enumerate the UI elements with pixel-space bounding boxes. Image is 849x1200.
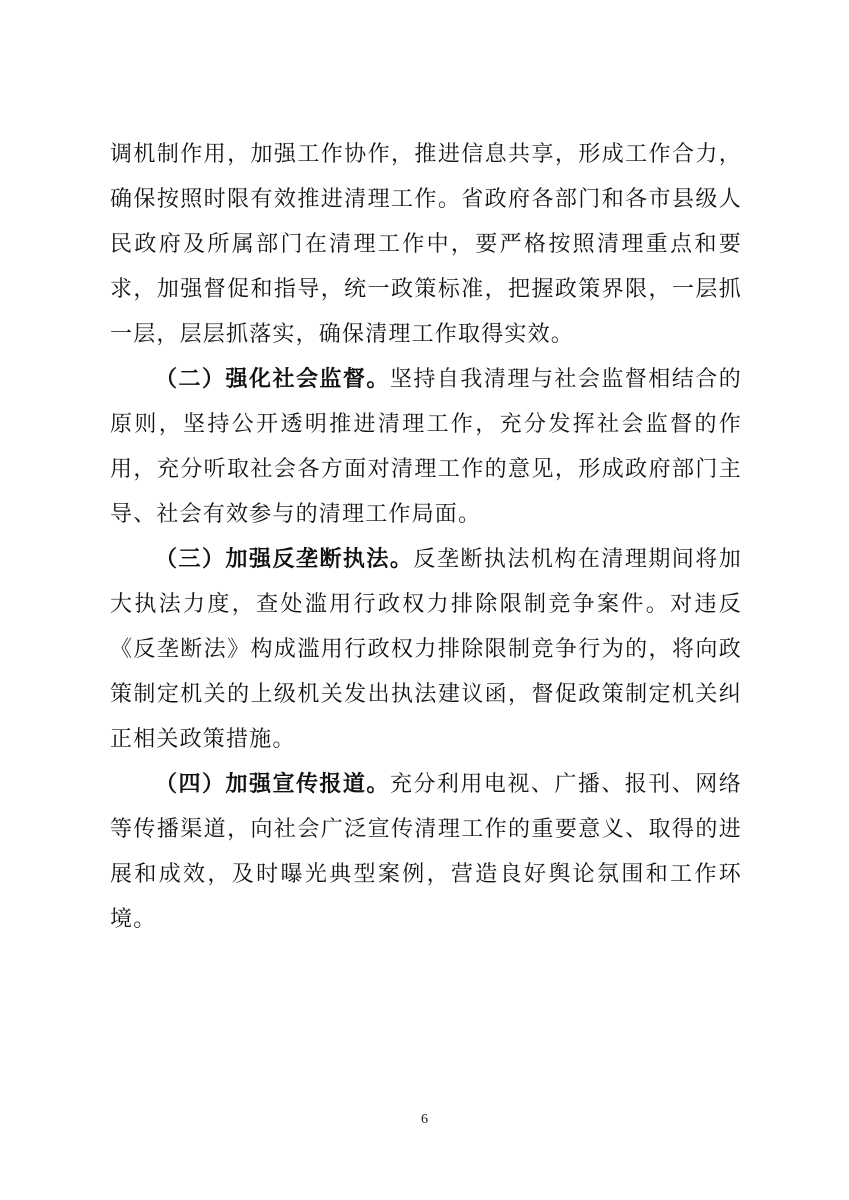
section-heading: （四）加强宣传报道。: [155, 772, 390, 797]
paragraph-continuation: [110, 132, 742, 357]
section-heading: （二）强化社会监督。: [155, 367, 390, 392]
paragraph-social-supervision: [110, 357, 742, 537]
paragraph-text: 坚持自我清理与社会监督相结合的原则，坚持公开透明推进清理工作，充分发挥社会监督的作用，充分听取社会各方面对清理工作的意见，形成政府部门主导、社会有效参与的清理工作局面。: [110, 367, 742, 527]
paragraph-text: 反垄断执法机构在清理期间将加大执法力度，查处滥用行政权力排除限制竞争案件。对违反《反垄断法》构成滥用行政权力排除限制竞争行为的，将向政策制定机关的上级机关发出执法建议函，督促政策制定机关纠正相关政策措施。: [110, 547, 742, 752]
paragraph-publicity: [110, 762, 742, 942]
document-body: [110, 132, 742, 942]
page-number: 6: [421, 1112, 428, 1127]
paragraph-antitrust-enforcement: [110, 537, 742, 762]
section-heading: （三）加强反垄断执法。: [155, 547, 414, 572]
paragraph-text: 充分利用电视、广播、报刊、网络等传播渠道，向社会广泛宣传清理工作的重要意义、取得的进展和成效，及时曝光典型案例，营造良好舆论氛围和工作环境。: [110, 772, 742, 932]
paragraph-text: 调机制作用，加强工作协作，推进信息共享，形成工作合力，确保按照时限有效推进清理工作。省政府各部门和各市县级人民政府及所属部门在清理工作中，要严格按照清理重点和要求，加强督促和指导，统一政策标准，把握政策界限，一层抓一层，层层抓落实，确保清理工作取得实效。: [110, 142, 742, 347]
